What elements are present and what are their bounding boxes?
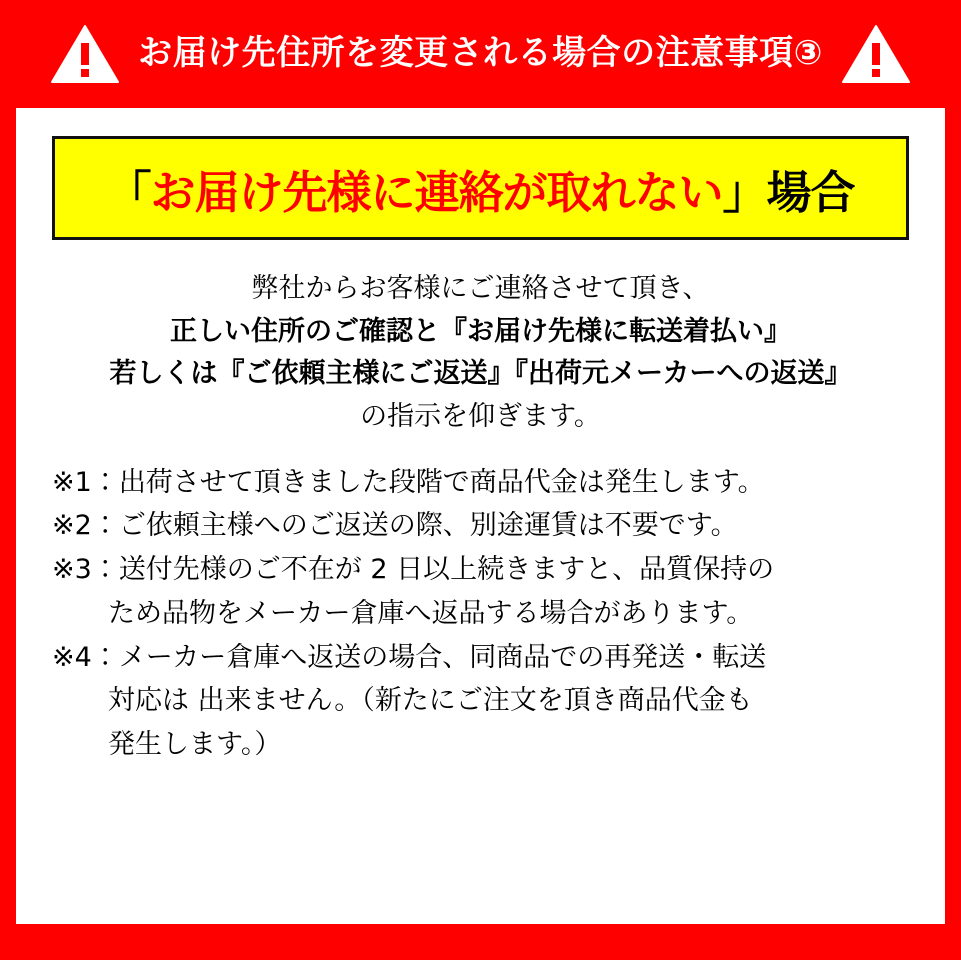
list-item [52,504,919,548]
note-text: 出荷させて頂きました段階で商品代金は発生します。 [118,466,765,498]
content-card [16,108,945,924]
poster-header [0,0,961,108]
list-item [52,636,919,767]
note-label: ※4： [52,641,119,673]
highlight-banner [52,136,909,240]
note-text: 送付先様のご不在が 2 日以上続きますと、品質保持の [118,554,775,586]
highlight-banner-text [106,156,854,221]
list-item [52,461,919,505]
note-continuation: 対応は 出来ません。（新たにご注文を頂き商品代金も [108,685,753,717]
page-title: お届け先住所を変更される場合の注意事項③ [138,33,823,74]
lead-paragraph [42,268,919,439]
note-continuation: ため品物をメーカー倉庫へ返品する場合があります。 [108,597,754,629]
warning-triangle-icon [841,23,911,85]
lead-line: 弊社からお客様にご連絡させて頂き、 [251,273,710,304]
list-item [52,548,919,635]
note-label: ※2： [52,510,119,542]
note-continuation: 発生します。） [108,729,282,761]
note-text: ご依頼主様へのご返送の際、別途運賃は不要です。 [118,510,738,542]
note-label: ※3： [52,554,119,586]
lead-line: 若しくは『ご依頼主様にご返送』『出荷元メーカーへの返送』 [109,358,852,390]
note-text: メーカー倉庫へ返送の場合、同商品での再発送・転送 [118,641,767,673]
lead-line: の指示を仰ぎます。 [360,400,601,432]
banner-suffix: 場合 [766,165,855,219]
warning-triangle-icon [50,23,120,85]
notes-list [42,461,919,767]
highlight-phrase: お届け先様に連絡が取れない [150,165,723,219]
quote-close: 」 [722,165,767,219]
quote-open: 「 [106,165,151,219]
note-label: ※1： [52,466,119,498]
lead-line: 正しい住所のご確認と『お届け先様に転送着払い』 [170,315,791,347]
